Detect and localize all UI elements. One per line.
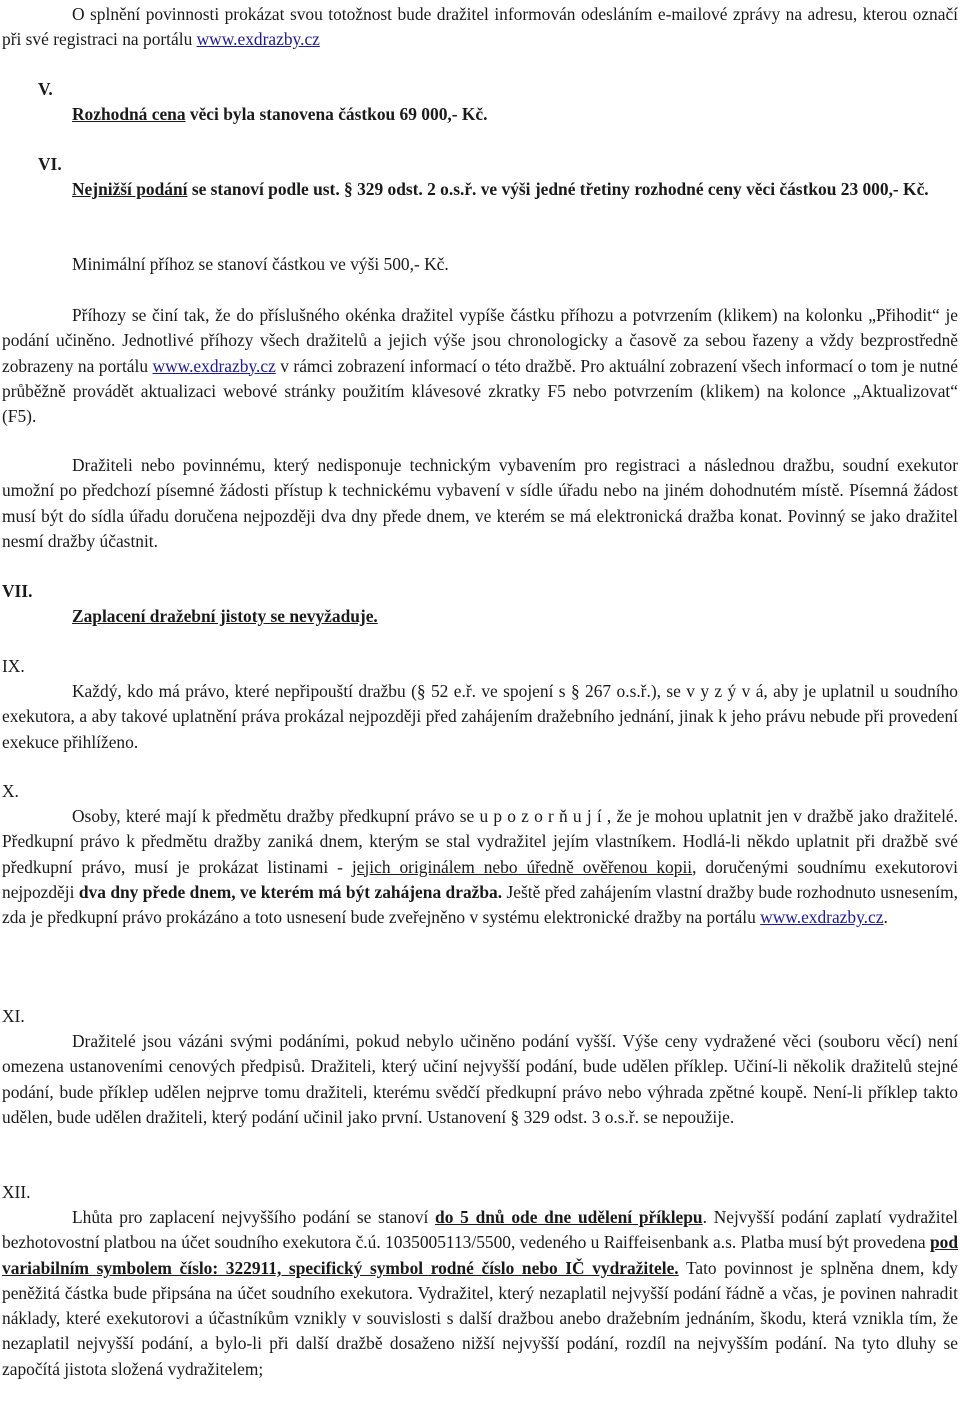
section-x-text: Osoby, které mají k předmětu dražby předkupní právo se u p o z o r ň u j í , že je mohou uplatnit jen v dražbě jako dražitelé. Předkupní právo k předmětu dražby zaniká dnem, kterým se stal vydražitel jejím vlastníkem. Hodlá-li někdo uplatnit při dražbě své předkupní právo, musí je prokázat listinami - jejich originálem nebo úředně ověřenou kopii, doručenými soudnímu exekutorovi nejpozději dva dny přede dnem, ve kterém má být zahájena dražba. Ještě před zahájením vlastní dražby bude rozhodnuto usnesením, zda je předkupní právo prokázáno a toto usnesení bude zveřejněno v systému elektronické dražby na portálu www.exdrazby.cz. <box>2 806 959 928</box>
section-x-number: X. <box>2 781 19 801</box>
section-ix-text: Každý, kdo má právo, které nepřipouští dražbu (§ 52 e.ř. ve spojení s § 267 o.s.ř.), se v y z ý v á, aby je uplatnil u soudního exekutora, a aby takové uplatnění práva prokázal nejpozději před zahájením dražebního jednání, jinak k jeho právu nebude při provedení exekuce přihlíženo. <box>2 681 958 752</box>
section-xii-number: XII. <box>2 1182 31 1202</box>
bids-paragraph: Příhozy se činí tak, že do příslušného okénka dražitel vypíše částku příhozu a potvrzením (klikem) na kolonku „Přihodit“ je podání učiněno. Jednotlivé příhozy všech dražitelů a jejich výše jsou chronologicky a časově za sebou řazeny a vždy bezprostředně zobrazeny na portálu www.exdrazby.cz v rámci zobrazení informací o této dražbě. Pro aktuální zobrazení všech informací o tom je nutné průběžně provádět aktualizaci webové stránky použitím klávesové zkratky F5 nebo potvrzením (klikem) na kolonce „Aktualizovat“ (F5). <box>2 305 958 427</box>
intro-paragraph: O splnění povinnosti prokázat svou totožnost bude dražitel informován odesláním e-mailové zprávy na adresu, kterou označí při své registraci na portálu www.exdrazby.cz <box>2 4 958 50</box>
section-ix-number: IX. <box>2 656 25 676</box>
section-vi-number: VI. <box>38 154 62 174</box>
section-v-text: Rozhodná cena věci byla stanovena částkou 69 000,- Kč. <box>72 104 488 124</box>
section-vii-heading: Zaplacení dražební jistoty se nevyžaduje. <box>72 606 378 626</box>
section-v-number: V. <box>38 79 53 99</box>
section-xii-text: Lhůta pro zaplacení nejvyššího podání se stanoví do 5 dnů ode dne udělení příklepu. Nejvyšší podání zaplatí vydražitel bezhotovostní platbou na účet soudního exekutora č.ú. 1035005113/5500, vedeného u Raiffeisenbank a.s. Platba musí být provedena pod variabilním symbolem číslo: 322911, specifický symbol rodné číslo nebo IČ vydražitele. Tato povinnost je splněna dnem, kdy peněžitá částka bude připsána na účet soudního exekutora. Vydražitel, který nezaplatil nejvyšší podání řádně a včas, je povinen nahradit náklady, které exekutorovi a účastníkům vznikly v souvislosti s další dražbou anebo dražebním jednáním, škodu, která vznikla tím, že nezaplatil nejvyšší podání, a bylo-li při další dražbě dosaženo nižší nejvyšší podání, rozdíl na nejvyšším podání. Na tyto dluhy se započítá jistota složená vydražitelem; <box>2 1207 958 1379</box>
minimum-bid-text: Minimální příhoz se stanoví částkou ve výši 500,- Kč. <box>72 254 449 274</box>
section-vi-text: Nejnižší podání se stanoví podle ust. § 329 odst. 2 o.s.ř. ve výši jedné třetiny rozhodné ceny věci částkou 23 000,- Kč. <box>72 179 929 199</box>
exdrazby-link[interactable]: www.exdrazby.cz <box>760 907 884 928</box>
exdrazby-link[interactable]: www.exdrazby.cz <box>196 29 320 50</box>
section-xi-number: XI. <box>2 1006 25 1026</box>
bidder-access-paragraph: Dražiteli nebo povinnému, který nedisponuje technickým vybavením pro registraci a následnou dražbu, soudní exekutor umožní po předchozí písemné žádosti přístup k technickému vybavení v sídle úřadu nebo na jiném dohodnutém místě. Písemná žádost musí být do sídla úřadu doručena nejpozději dva dny přede dnem, ve kterém se má elektronická dražba konat. Povinný se jako dražitel nesmí dražby účastnit. <box>2 455 958 551</box>
section-vii-number: VII. <box>2 581 33 601</box>
section-xi-text: Dražitelé jsou vázáni svými podáními, pokud nebylo učiněno podání vyšší. Výše ceny vydražené věci (souboru věcí) není omezena ustanoveními cenových předpisů. Dražiteli, který učiní nejvyšší podání, bude udělen příklep. Učiní-li několik dražitelů stejné podání, bude příklep udělen nejprve tomu dražiteli, kterému svědčí předkupní právo nebo výhrada zpětné koupě. Není-li příklep takto udělen, bude udělen dražiteli, který podání učinil jako první. Ustanovení § 329 odst. 3 o.s.ř. se nepoužije. <box>2 1031 958 1127</box>
exdrazby-link[interactable]: www.exdrazby.cz <box>152 355 276 376</box>
